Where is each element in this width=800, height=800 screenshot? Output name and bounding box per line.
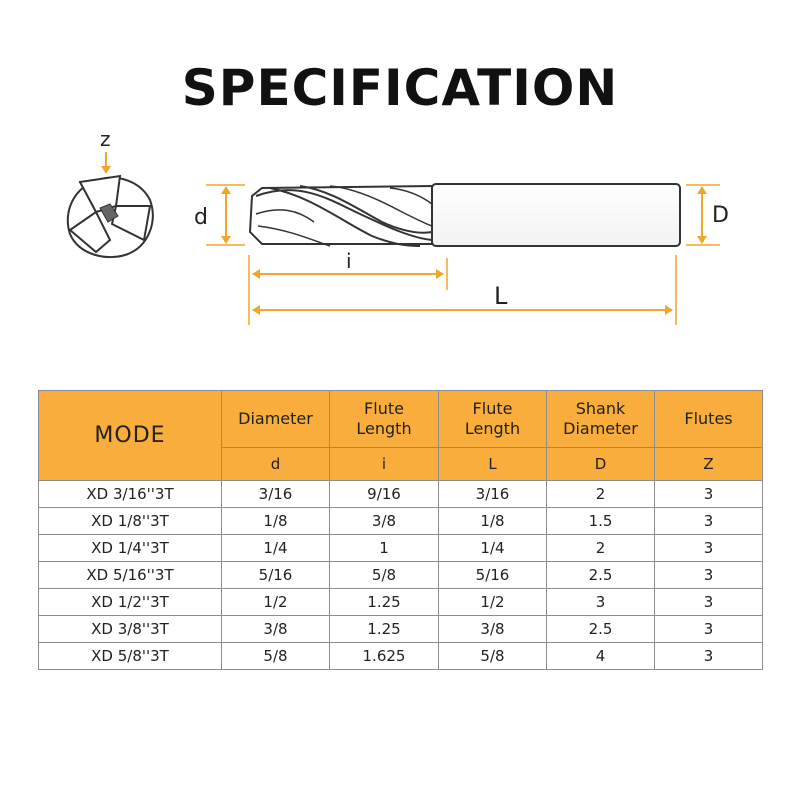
value-cell: 1 — [330, 535, 439, 562]
value-cell: 3/16 — [439, 481, 547, 508]
fluted-section — [250, 186, 432, 246]
value-cell: 3 — [655, 616, 763, 643]
value-cell: 5/8 — [330, 562, 439, 589]
value-cell: 3/8 — [330, 508, 439, 535]
value-cell: 3 — [655, 481, 763, 508]
table-row — [39, 589, 763, 616]
model-cell: XD 5/16''3T — [39, 562, 222, 589]
value-cell: 1/2 — [439, 589, 547, 616]
col-symbol: d — [222, 448, 330, 481]
value-cell: 1/2 — [222, 589, 330, 616]
shank — [432, 184, 680, 246]
value-cell: 5/16 — [439, 562, 547, 589]
col-title: Diameter — [222, 391, 330, 448]
col-symbol: Z — [655, 448, 763, 481]
value-cell: 2.5 — [547, 616, 655, 643]
table-row — [39, 508, 763, 535]
value-cell: 1/8 — [439, 508, 547, 535]
spec-table — [38, 390, 763, 670]
model-cell: XD 1/4''3T — [39, 535, 222, 562]
page-title: SPECIFICATION — [181, 59, 619, 117]
table-row — [39, 616, 763, 643]
value-cell: 3 — [655, 562, 763, 589]
col-symbol: D — [547, 448, 655, 481]
value-cell: 1/4 — [439, 535, 547, 562]
model-cell: XD 1/2''3T — [39, 589, 222, 616]
value-cell: 3/8 — [222, 616, 330, 643]
col-title: Flutes — [655, 391, 763, 448]
col-symbol: i — [330, 448, 439, 481]
value-cell: 4 — [547, 643, 655, 670]
col-title: Flute Length — [330, 391, 439, 448]
value-cell: 9/16 — [330, 481, 439, 508]
model-cell: XD 5/8''3T — [39, 643, 222, 670]
value-cell: 2.5 — [547, 562, 655, 589]
label-L: L — [494, 282, 508, 310]
value-cell: 5/16 — [222, 562, 330, 589]
table-row — [39, 535, 763, 562]
value-cell: 2 — [547, 535, 655, 562]
model-cell: XD 1/8''3T — [39, 508, 222, 535]
value-cell: 2 — [547, 481, 655, 508]
label-d: d — [194, 205, 208, 230]
label-z: z — [100, 127, 111, 151]
model-cell: XD 3/16''3T — [39, 481, 222, 508]
col-title: Flute Length — [439, 391, 547, 448]
value-cell: 3 — [655, 508, 763, 535]
value-cell: 5/8 — [222, 643, 330, 670]
spec-table-body — [39, 481, 763, 670]
col-title: Shank Diameter — [547, 391, 655, 448]
value-cell: 3 — [655, 535, 763, 562]
value-cell: 1.5 — [547, 508, 655, 535]
value-cell: 1/4 — [222, 535, 330, 562]
value-cell: 3 — [655, 643, 763, 670]
value-cell: 3/16 — [222, 481, 330, 508]
value-cell: 1.25 — [330, 589, 439, 616]
mode-header: MODE — [39, 391, 222, 481]
value-cell: 3 — [655, 589, 763, 616]
value-cell: 3 — [547, 589, 655, 616]
table-row — [39, 643, 763, 670]
label-D: D — [712, 203, 729, 228]
value-cell: 1.625 — [330, 643, 439, 670]
table-row — [39, 562, 763, 589]
table-row — [39, 481, 763, 508]
value-cell: 5/8 — [439, 643, 547, 670]
value-cell: 3/8 — [439, 616, 547, 643]
label-i: i — [346, 249, 352, 273]
end-mill-diagram — [0, 0, 800, 360]
model-cell: XD 3/8''3T — [39, 616, 222, 643]
col-symbol: L — [439, 448, 547, 481]
cutter-end-view — [68, 176, 153, 257]
value-cell: 1/8 — [222, 508, 330, 535]
value-cell: 1.25 — [330, 616, 439, 643]
